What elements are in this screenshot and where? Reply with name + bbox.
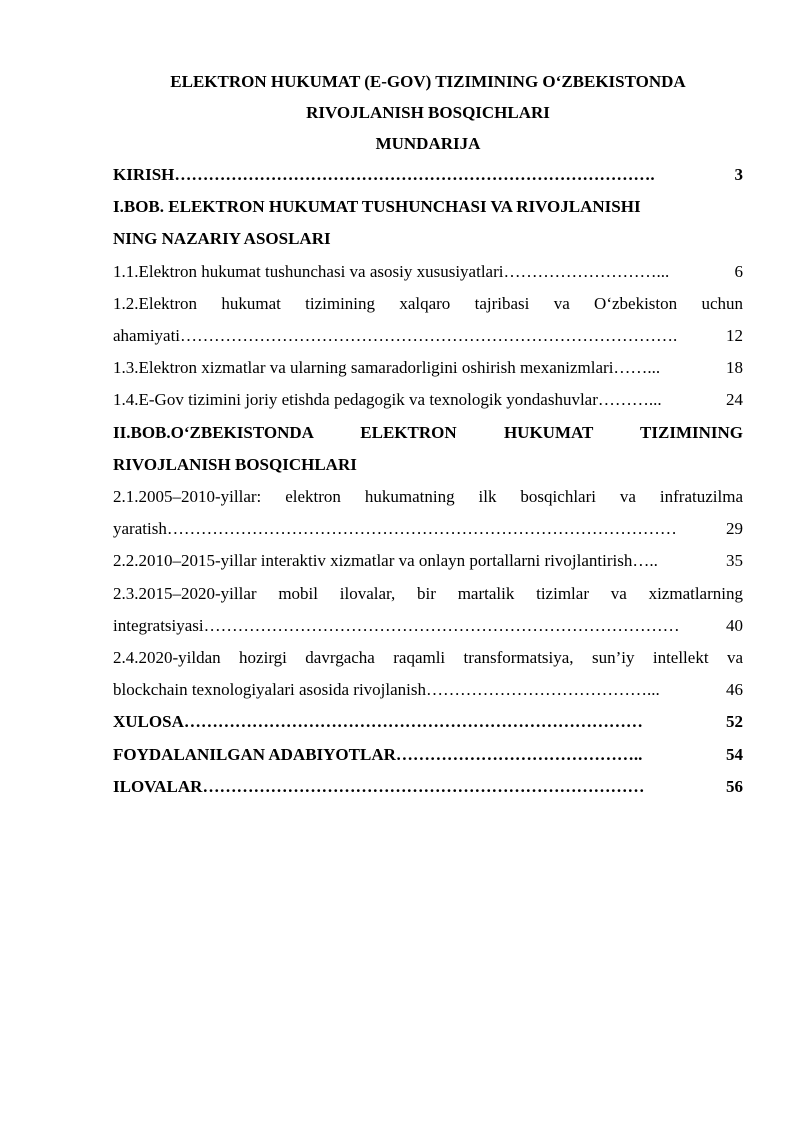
- toc-entry-text: blockchain texnologiyalari asosida rivojlanish: [113, 680, 427, 700]
- toc-leader-dots: ………………………………………………………………………………: [166, 519, 677, 539]
- toc-entry-xulosa[interactable]: [113, 706, 743, 738]
- toc-page-number: 6: [734, 261, 743, 281]
- document-page: [113, 66, 743, 803]
- table-of-contents: [113, 159, 743, 803]
- toc-page-number: 54: [726, 744, 743, 764]
- toc-entry-text: yaratish: [113, 519, 167, 539]
- toc-entry-adabiyotlar[interactable]: [113, 739, 743, 771]
- toc-entry-text: 2.2.2010–2015-yillar interaktiv xizmatlar va onlayn portallarni rivojlantirish: [113, 551, 633, 571]
- document-title: [113, 66, 743, 159]
- toc-entry-ilovalar[interactable]: [113, 771, 743, 803]
- toc-leader-dots: ……...: [613, 358, 661, 378]
- toc-leader-dots: …………………………………………………………………………: [203, 615, 680, 635]
- toc-entry-1-3[interactable]: [113, 352, 743, 384]
- toc-leader-dots: …………………………………………………………………………….: [180, 326, 678, 346]
- toc-leader-dots: …………………………………...: [426, 680, 660, 700]
- toc-page-number: 29: [726, 519, 743, 539]
- toc-entry-line-2: RIVOJLANISH BOSQICHLARI: [113, 454, 357, 474]
- toc-entry-1-2[interactable]: [113, 288, 743, 352]
- toc-entry-text: 1.3.Elektron xizmatlar va ularning samaradorligini oshirish mexanizmlari: [113, 358, 614, 378]
- toc-entry-line-1: 2.1.2005–2010-yillar: elektron hukumatning ilk bosqichlari va infratuzilma: [113, 487, 743, 507]
- toc-entry-line-1: I.BOB. ELEKTRON HUKUMAT TUSHUNCHASI VA RIVOJLANISHI: [113, 197, 641, 217]
- toc-page-number: 40: [726, 615, 743, 635]
- toc-entry-kirish[interactable]: [113, 159, 743, 191]
- toc-entry-text: 1.1.Elektron hukumat tushunchasi va asosiy xususiyatlari: [113, 261, 504, 281]
- toc-page-number: 56: [726, 776, 743, 796]
- toc-entry-2-3[interactable]: [113, 578, 743, 642]
- toc-leader-dots: ………………………………………………………………………….: [174, 165, 655, 184]
- toc-entry-bob1[interactable]: [113, 191, 743, 255]
- toc-entry-text: ILOVALAR: [113, 776, 203, 796]
- toc-page-number: 18: [726, 358, 743, 378]
- toc-leader-dots: ……………………………………………………………………: [202, 776, 645, 796]
- toc-entry-text: integratsiyasi: [113, 615, 204, 635]
- toc-entry-text: FOYDALANILGAN ADABIYOTLAR: [113, 744, 396, 764]
- toc-entry-bob2[interactable]: [113, 417, 743, 481]
- toc-entry-text: 1.4.E-Gov tizimini joriy etishda pedagogik va texnologik yondashuvlar: [113, 390, 598, 410]
- toc-entry-2-4[interactable]: [113, 642, 743, 706]
- toc-leader-dots: ………...: [597, 390, 662, 410]
- toc-leader-dots: …..: [632, 551, 658, 571]
- toc-entry-2-2[interactable]: [113, 545, 743, 577]
- contents-heading: MUNDARIJA: [375, 134, 481, 153]
- toc-entry-line-1: 1.2.Elektron hukumat tizimining xalqaro tajribasi va O‘zbekiston uchun: [113, 293, 743, 313]
- toc-page-number: 35: [726, 551, 743, 571]
- toc-leader-dots: ………………………...: [503, 261, 670, 281]
- toc-entry-text: XULOSA: [113, 712, 184, 732]
- toc-entry-text: KIRISH: [113, 165, 175, 184]
- toc-entry-line-1: II.BOB.O‘ZBEKISTONDA ELEKTRON HUKUMAT TIZIMINING: [113, 422, 743, 442]
- title-line-1: ELEKTRON HUKUMAT (E-GOV) TIZIMINING O‘ZBEKISTONDA: [170, 72, 686, 91]
- title-line-2: RIVOJLANISH BOSQICHLARI: [306, 103, 550, 122]
- toc-entry-line-1: 2.4.2020-yildan hozirgi davrgacha raqamli transformatsiya, sun’iy intellekt va: [113, 648, 743, 668]
- toc-entry-text: ahamiyati: [113, 326, 181, 346]
- toc-page-number: 46: [726, 680, 743, 700]
- toc-entry-1-1[interactable]: [113, 256, 743, 288]
- toc-entry-line-1: 2.3.2015–2020-yillar mobil ilovalar, bir martalik tizimlar va xizmatlarning: [113, 583, 743, 603]
- toc-page-number: 52: [726, 712, 743, 732]
- toc-entry-1-4[interactable]: [113, 384, 743, 416]
- toc-page-number: 12: [726, 326, 743, 346]
- toc-entry-line-2: NING NAZARIY ASOSLARI: [113, 229, 331, 249]
- toc-leader-dots: ……………………………………..: [395, 744, 643, 764]
- toc-leader-dots: ………………………………………………………………………: [183, 712, 643, 732]
- toc-entry-2-1[interactable]: [113, 481, 743, 545]
- toc-page-number: 24: [726, 390, 743, 410]
- toc-page-number: 3: [734, 165, 743, 184]
